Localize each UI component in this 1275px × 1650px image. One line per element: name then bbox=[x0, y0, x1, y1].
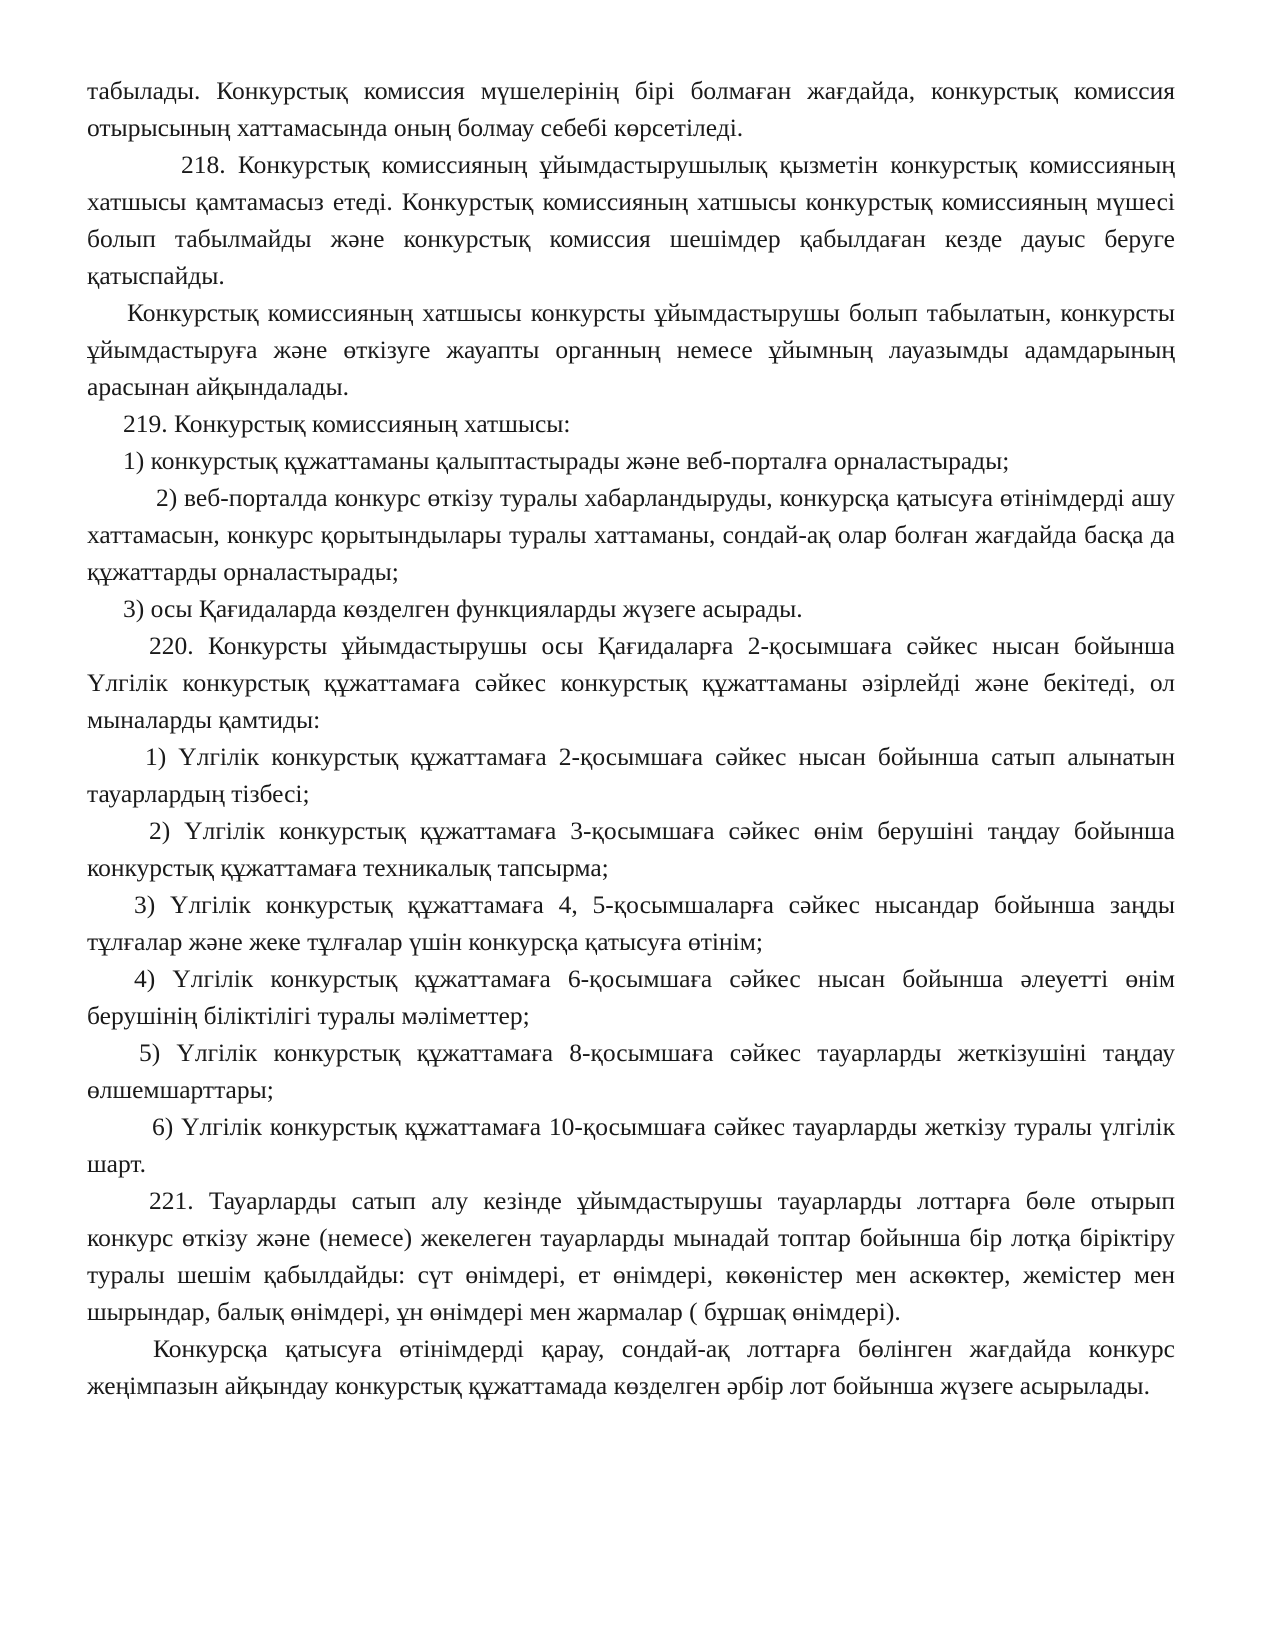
list-item-220-1: 1) Үлгілік конкурстық құжаттамаға 2-қосымшаға сәйкес нысан бойынша сатып алынатын тауарлардың тізбесі; bbox=[87, 742, 1175, 808]
paragraph-218: 218. Конкурстық комиссияның ұйымдастырушылық қызметін конкурстық комиссияның хатшысы қамтамасыз етеді. Конкурстық комиссияның хатшысы конкурстық комиссияның мүшесі болып табылмайды және конкурстық комиссия шешімдер қабылдаған кезде дауыс беруге қатыспайды. bbox=[87, 150, 1175, 290]
paragraph-219: 219. Конкурстық комиссияның хатшысы: bbox=[123, 409, 571, 438]
paragraph-221: 221. Тауарларды сатып алу кезінде ұйымдастырушы тауарларды лоттарға бөле отырып конкурс өткізу және (немесе) жекелеген тауарларды мынадай топтар бойынша бір лотқа біріктіру туралы шешім қабылдайды: сүт өнімдері, ет өнімдері, көкөністер мен аскөктер, жемістер мен шырындар, балық өнімдері, ұн өнімдері мен жармалар ( бұршақ өнімдері). bbox=[87, 1186, 1175, 1326]
list-item-220-2: 2) Үлгілік конкурстық құжаттамаға 3-қосымшаға сәйкес өнім берушіні таңдау бойынша конкурстық құжаттамаға техникалық тапсырма; bbox=[87, 816, 1175, 882]
list-item-220-4: 4) Үлгілік конкурстық құжаттамаға 6-қосымшаға сәйкес нысан бойынша әлеуетті өнім берушінің біліктілігі туралы мәліметтер; bbox=[87, 964, 1175, 1030]
list-item-219-1: 1) конкурстық құжаттаманы қалыптастырады және веб-порталға орналастырады; bbox=[123, 446, 1010, 475]
paragraph-continuation: табылады. Конкурстық комиссия мүшелерінің бірі болмаған жағдайда, конкурстық комиссия отырысының хаттамасында оның болмау себебі көрсетіледі. bbox=[87, 76, 1175, 142]
paragraph-220: 220. Конкурсты ұйымдастырушы осы Қағидаларға 2-қосымшаға сәйкес нысан бойынша Үлгілік конкурстық құжаттамаға сәйкес конкурстық құжаттаманы әзірлейді және бекітеді, ол мыналарды қамтиды: bbox=[87, 631, 1175, 734]
list-item-220-6: 6) Үлгілік конкурстық құжаттамаға 10-қосымшаға сәйкес тауарларды жеткізу туралы үлгілік шарт. bbox=[87, 1112, 1175, 1178]
list-item-220-3: 3) Үлгілік конкурстық құжаттамаға 4, 5-қосымшаларға сәйкес нысандар бойынша заңды тұлғалар және жеке тұлғалар үшін конкурсқа қатысуға өтінім; bbox=[87, 890, 1175, 956]
document-body bbox=[87, 72, 1175, 1404]
paragraph-lot-evaluation: Конкурсқа қатысуға өтінімдерді қарау, сондай-ақ лоттарға бөлінген жағдайда конкурс жеңімпазын айқындау конкурстық құжаттамада көзделген әрбір лот бойынша жүзеге асырылады. bbox=[87, 1334, 1175, 1400]
list-item-219-2: 2) веб-порталда конкурс өткізу туралы хабарландыруды, конкурсқа қатысуға өтінімдерді ашу хаттамасын, конкурс қорытындылары туралы хаттаманы, сондай-ақ олар болған жағдайда басқа да құжаттарды орналастырады; bbox=[87, 483, 1175, 586]
list-item-219-3: 3) осы Қағидаларда көзделген функцияларды жүзеге асырады. bbox=[123, 594, 803, 623]
paragraph-secretary-selection: Конкурстық комиссияның хатшысы конкурсты ұйымдастырушы болып табылатын, конкурсты ұйымдастыруға және өткізуге жауапты органның немесе ұйымның лауазымды адамдарының арасынан айқындалады. bbox=[87, 298, 1175, 401]
list-item-220-5: 5) Үлгілік конкурстық құжаттамаға 8-қосымшаға сәйкес тауарларды жеткізушіні таңдау өлшемшарттары; bbox=[87, 1038, 1175, 1104]
